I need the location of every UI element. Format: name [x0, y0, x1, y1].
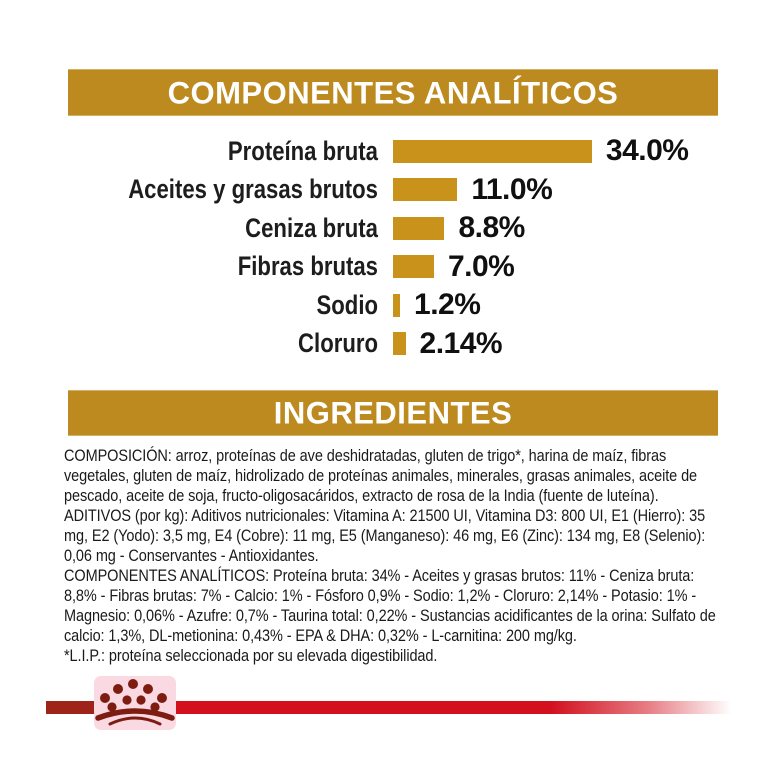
chart-row — [64, 325, 724, 364]
chart-row-value: 7.0% — [447, 249, 515, 283]
analytical-components-header: COMPONENTES ANALÍTICOS — [68, 69, 718, 115]
chart-bar — [393, 140, 592, 163]
chart-row-value: 2.14% — [419, 326, 503, 360]
chart-row-value: 34.0% — [605, 134, 689, 168]
chart-bar — [393, 217, 444, 240]
chart-row — [64, 132, 724, 171]
composition-paragraph: COMPOSICIÓN: arroz, proteínas de ave deshidratadas, gluten de trigo*, harina de maíz, fibras vegetales, gluten de maíz, hidrolizado de proteínas animales, minerales, grasas animales, aceite de pescado, aceite de soja, fructo-oligosacáridos, extracto de rosa de la India (fuente de luteína). — [64, 447, 698, 505]
ingredients-header: INGREDIENTES — [68, 390, 718, 435]
chart-row-label: Sodio — [316, 289, 378, 320]
chart-row — [64, 248, 724, 287]
chart-row-label: Cloruro — [298, 328, 378, 359]
additives-paragraph: ADITIVOS (por kg): Aditivos nutricionales: Vitamina A: 21500 UI, Vitamina D3: 800 UI, E1 (Hierro): 35 mg, E2 (Yodo): 3,5 mg, E4 (Cobre): 11 mg, E5 (Manganeso): 46 mg, E6 (Zinc): 134 mg, E8 (Selenio): 0,06 mg - Conservantes - Antioxidantes. — [64, 507, 706, 565]
chart-bar — [393, 178, 457, 201]
chart-row-value: 11.0% — [471, 172, 553, 206]
chart-row-label: Fibras brutas — [237, 251, 378, 282]
lip-footnote: *L.I.P.: proteína seleccionada por su elevada digestibilidad. — [64, 647, 438, 665]
chart-row-value: 8.8% — [458, 211, 525, 245]
chart-row-label: Proteína bruta — [227, 135, 378, 166]
chart-bar — [393, 294, 400, 317]
chart-row-label: Ceniza bruta — [245, 212, 378, 243]
chart-row — [64, 286, 724, 325]
ingredients-text-block — [64, 446, 718, 666]
footer-stripe-left-segment — [46, 701, 95, 714]
crown-icon — [94, 676, 176, 730]
chart-bar — [393, 332, 406, 355]
analytical-components-paragraph: COMPONENTES ANALÍTICOS: Proteína bruta: 34% - Aceites y grasas brutos: 11% - Ceniza bruta: 8,8% - Fibras brutas: 7% - Calcio: 1% - Fósforo 0,9% - Sodio: 1,2% - Cloruro: 2,14% - Potasio: 1% - Magnesio: 0,06% - Azufre: 0,7% - Taurina total: 0,22% - Sustancias acidificantes de la orina: Sulfato de calcio: 1,3%, DL-metionina: 0,43% - EPA & DHA: 0,32% - L-carnitina: 200 mg/kg. — [64, 567, 716, 645]
analytical-components-chart — [64, 132, 724, 363]
chart-row — [64, 209, 724, 248]
chart-bar — [393, 255, 434, 278]
footer-stripe — [176, 701, 780, 714]
chart-row — [64, 171, 724, 210]
chart-row-value: 1.2% — [414, 288, 481, 322]
chart-row-label: Aceites y grasas brutos — [128, 174, 378, 205]
royal-canin-crown-logo — [94, 676, 176, 730]
